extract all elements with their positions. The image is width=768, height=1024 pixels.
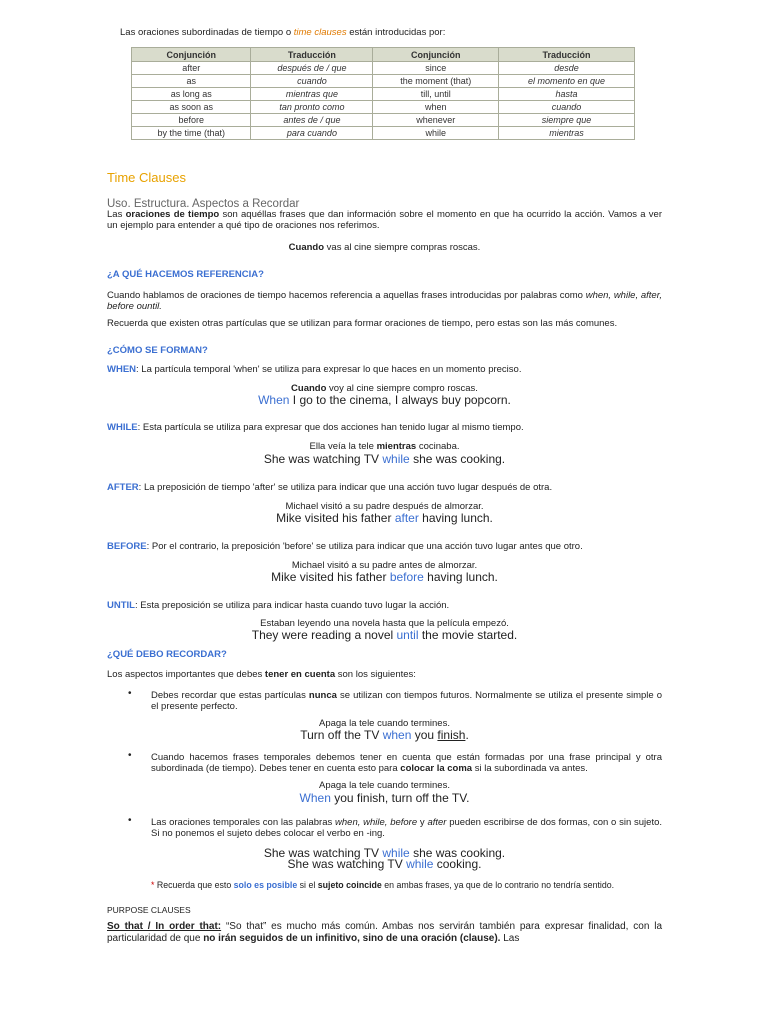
table-cell: para cuando [251, 127, 373, 140]
table-cell: when [373, 101, 499, 114]
heading-como: ¿CÓMO SE FORMAN? [107, 345, 208, 356]
paragraph-referencia: Cuando hablamos de oraciones de tiempo hacemos referencia a aquellas frases introducidas por palabras como when, while, after, before ountil. [107, 290, 662, 312]
before-example-en: Mike visited his father before having lunch. [271, 570, 498, 584]
table-cell: before [132, 114, 251, 127]
paragraph-definition: Las oraciones de tiempo son aquéllas frases que dan información sobre el momento en que ha ocurrido la acción. Vamos a ver un ejemplo para entender a qué tipo de oraciones nos referimos. [107, 209, 662, 231]
bullet1-example-en: Turn off the TV when you finish. [300, 728, 469, 742]
while-example-es: Ella veía la tele mientras cocinaba. [309, 441, 460, 452]
heading-referencia: ¿A QUÉ HACEMOS REFERENCIA? [107, 269, 264, 280]
table-cell: tan pronto como [251, 101, 373, 114]
before-explanation: BEFORE: Por el contrario, la preposición 'before' se utiliza para indicar que una acción tuvo lugar antes que otro. [107, 541, 583, 552]
note-recuerda: * Recuerda que esto solo es posible si el sujeto coincide en ambas frases, ya que de lo contrario no tendría sentido. [151, 880, 615, 890]
until-example-en: They were reading a novel until the movie started. [251, 628, 518, 642]
after-example-en: Mike visited his father after having lunch. [276, 511, 493, 525]
table-cell: antes de / que [251, 114, 373, 127]
intro-emphasis: time clauses [293, 27, 347, 38]
after-example-es: Michael visitó a su padre después de almorzar. [285, 501, 484, 512]
table-row [132, 62, 635, 75]
bullet-text-3: Las oraciones temporales con las palabras when, while, before y after pueden escribirse de dos formas, con o sin sujeto. Si no ponemos el sujeto debes colocar el verbo en -ing. [151, 817, 663, 839]
bullet2-example-es: Apaga la tele cuando termines. [319, 780, 450, 791]
heading-purpose-clauses: PURPOSE CLAUSES [107, 905, 191, 915]
column-header: Conjunción [132, 48, 251, 62]
table-cell: desde [498, 62, 634, 75]
table-header-row [132, 48, 635, 62]
bullet-text-1: Debes recordar que estas partículas nunca se utilizan con tiempos futuros. Normalmente se utiliza el presente simple o el presente perfecto. [151, 690, 663, 712]
table-cell: cuando [498, 101, 634, 114]
table-row [132, 75, 635, 88]
table-cell: the moment (that) [373, 75, 499, 88]
before-example-es: Michael visitó a su padre antes de almorzar. [291, 560, 478, 571]
until-example-es: Estaban leyendo una novela hasta que la película empezó. [260, 618, 509, 629]
paragraph-aspectos: Los aspectos importantes que debes tener en cuenta son los siguientes: [107, 669, 416, 680]
intro-text: Las oraciones subordinadas de tiempo o [120, 27, 294, 38]
bullet-marker: • [128, 688, 132, 699]
table-cell: while [373, 127, 499, 140]
after-explanation: AFTER: La preposición de tiempo 'after' se utiliza para indicar que una acción tuvo lugar después de otra. [107, 482, 553, 493]
column-header: Conjunción [373, 48, 499, 62]
conjunction-table [131, 47, 635, 140]
bullet-marker: • [128, 815, 132, 826]
table-cell: el momento en que [498, 75, 634, 88]
when-example-es: Cuando voy al cine siempre compro roscas. [291, 383, 478, 394]
bullet3-example-en-1: She was watching TV while she was cooking. [263, 846, 506, 860]
table-cell: whenever [373, 114, 499, 127]
bullet-text-2: Cuando hacemos frases temporales debemos tener en cuenta que están formadas por una frase principal y otra subordinada (de tiempo). Debes tener en cuenta esto para colocar la coma si la subordinada va antes. [151, 752, 662, 774]
table-cell: after [132, 62, 251, 75]
table-cell: mientras que [251, 88, 373, 101]
intro-text-end: están introducidas por: [346, 27, 446, 38]
while-example-en: She was watching TV while she was cooking. [263, 452, 506, 466]
until-explanation: UNTIL: Esta preposición se utiliza para indicar hasta cuando tuvo lugar la acción. [107, 600, 450, 611]
heading-recordar: ¿QUÉ DEBO RECORDAR? [107, 649, 227, 660]
when-explanation: WHEN: La partícula temporal 'when' se utiliza para expresar lo que haces en un momento preciso. [107, 364, 522, 375]
table-row [132, 127, 635, 140]
paragraph-otras: Recuerda que existen otras partículas que se utilizan para formar oraciones de tiempo, pero estas son las más comunes. [107, 318, 618, 329]
table-cell: till, until [373, 88, 499, 101]
table-cell: siempre que [498, 114, 634, 127]
table-cell: hasta [498, 88, 634, 101]
column-header: Traducción [498, 48, 634, 62]
table-row [132, 114, 635, 127]
example-cuando: Cuando vas al cine siempre compras roscas. [288, 242, 481, 253]
table-cell: cuando [251, 75, 373, 88]
column-header: Traducción [251, 48, 373, 62]
bullet-marker: • [128, 750, 132, 761]
table-cell: as long as [132, 88, 251, 101]
table-cell: mientras [498, 127, 634, 140]
section-title: Time Clauses [107, 170, 186, 185]
when-example-en: When I go to the cinema, I always buy popcorn. [258, 393, 511, 407]
while-explanation: WHILE: Esta partícula se utiliza para expresar que dos acciones han tenido lugar al mismo tiempo. [107, 422, 524, 433]
intro-line [120, 27, 445, 38]
bullet1-example-es: Apaga la tele cuando termines. [319, 718, 450, 729]
table-row [132, 101, 635, 114]
bullet2-example-en: When you finish, turn off the TV. [299, 791, 470, 805]
bullet3-example-en-2: She was watching TV while cooking. [287, 857, 482, 871]
table-cell: después de / que [251, 62, 373, 75]
table-cell: as [132, 75, 251, 88]
table-cell: since [373, 62, 499, 75]
section-subtitle: Uso. Estructura. Aspectos a Recordar [107, 198, 300, 210]
table-row [132, 88, 635, 101]
table-cell: by the time (that) [132, 127, 251, 140]
table-cell: as soon as [132, 101, 251, 114]
paragraph-so-that: So that / In order that: “So that” es mucho más común. Ambas nos servirán también para expresar finalidad, con la particularidad de que no irán seguidos de un infinitivo, sino de una oración (clause). Las [107, 921, 663, 944]
